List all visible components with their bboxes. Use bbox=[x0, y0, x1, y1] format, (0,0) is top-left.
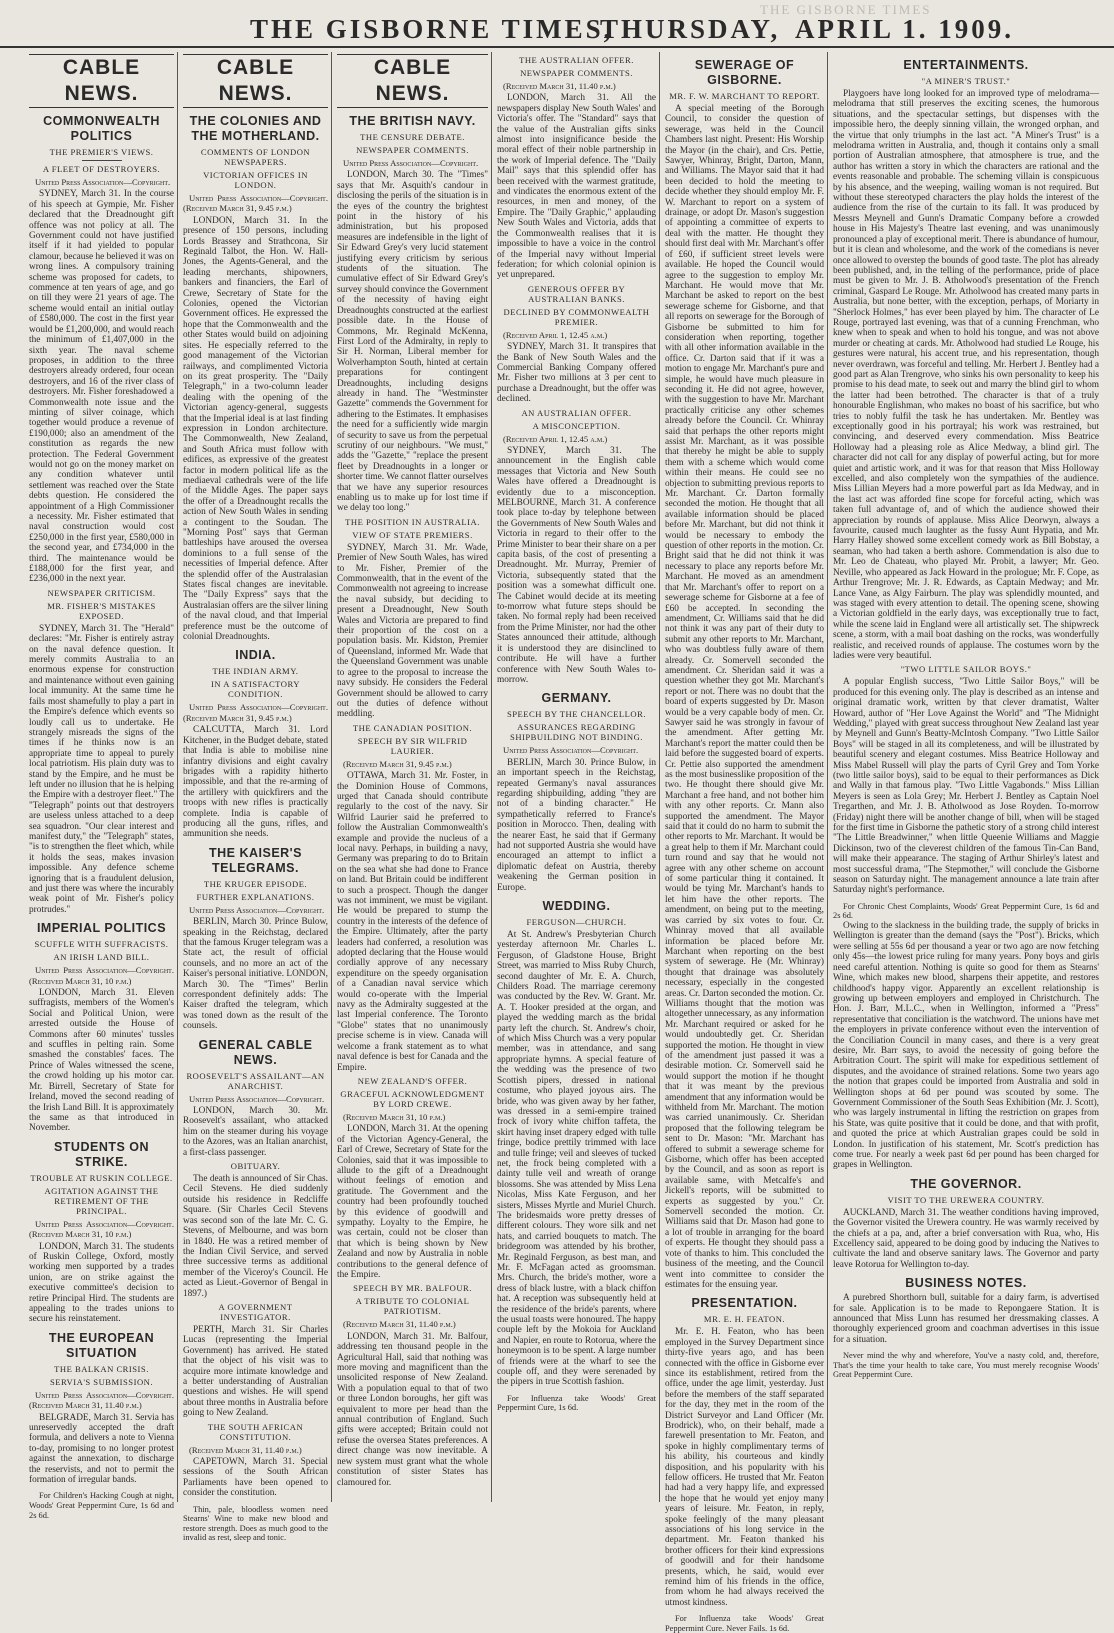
article-headline: PRESENTATION. bbox=[691, 1296, 798, 1311]
section-header-sewerage: SEWERAGE OF GISBORNE. bbox=[694, 58, 795, 87]
article-body: SYDNEY, March 31. It transpires that the Bank of New South Wales and the Commercial Banking Company offered Mr. Fisher two millions at 3 per cent to purchase a Dreadnought, but the offer was declined. bbox=[497, 342, 656, 405]
press-credit: (Received March 31, 11.40 p.m.) bbox=[343, 1319, 456, 1330]
article-headline: INDIA. bbox=[235, 648, 276, 663]
article-body: BELGRADE, March 31. Servia has unreservedly accepted the draft formula, and delivers a note to Vienna to-day, promising to no longer protest against the annexation, to discharge the reservists, and not to permit the formation of irregular bands. bbox=[29, 1412, 174, 1486]
article-headline: THE POSITION IN AUSTRALIA. bbox=[345, 516, 480, 527]
column-1 bbox=[26, 52, 178, 1520]
article-headline: THE COLONIES AND THE MOTHERLAND. bbox=[189, 114, 322, 143]
press-credit: United Press Association—Copyright. bbox=[343, 158, 479, 168]
press-credit: (Received March 31, 11.40 p.m.) bbox=[503, 81, 616, 91]
column-2 bbox=[180, 52, 332, 1543]
article-subheadline: FERGUSON—CHURCH. bbox=[526, 917, 627, 927]
article-headline: GERMANY. bbox=[541, 691, 612, 706]
article-headline: THE SOUTH AFRICAN CONSTITUTION. bbox=[207, 1421, 304, 1442]
article-headline: STUDENTS ON STRIKE. bbox=[53, 1139, 150, 1169]
article-body: Owing to the slackness in the building trade, the supply of bricks in Wellington is greater than the demand (says the "Post"). Bricks, which were selling at 55s 6d per thousand a year or two ago are now fetching only 45s—the lowest price ruling for many years. Pony boys and girls need careful attention. Nothing is quite so good for them as Stearns' Wine, which makes new blood, sharpens their appetite, and restores childhood's happy vigor. Apparently an excellent relationship is growing up between employers and employed in Christchurch. The Hon. J. Barr, M.L.C., when in Wellington, informed a "Press" representative that conciliation is the watchword. The unions have met the employers in private conference without even the intervention of the Conciliation Council in many cases, and there is a very great desire, Mr. Barr says, to avoid the necessity of going before the Arbitration Court. The spirit will make for expeditious settlement of disputes, and the avoidance of strained relations. Some two years ago the notion that grapes could be imported from Australia and sold in Wellington shops at 6d per pound was scouted by some. The Government Commissioner of the South Seas Exhibition (Mr. J. Scott), who was largely instrumental in lifting the restriction on grapes from his State, was quite positive that it could be done, and that with profit, and quoted the price at which Australian grapes could be sold in London. In justification of his statement, Mr. Scott's prediction has come true. For nearly a week past 6d per pound has been charged for grapes in Wellington. bbox=[833, 921, 1099, 1171]
press-credit: United Press Association—Copyright. bbox=[189, 904, 325, 915]
advertisement: Thin, pale, bloodless women need Stearns' Wine to make new blood and restore strength. Does as much good to the invalid as rest, sleep and tonic. bbox=[183, 1504, 328, 1543]
article-subheadline: THE KRUGER EPISODE. bbox=[203, 878, 308, 889]
article-headline: NEW ZEALAND'S OFFER. bbox=[357, 1075, 468, 1086]
article-subheadline: THE BALKAN CRISIS. bbox=[54, 1363, 149, 1374]
newspaper-title: THE GISBORNE TIMES, bbox=[250, 14, 614, 44]
article-subheadline: NEWSPAPER COMMENTS. bbox=[520, 68, 633, 78]
article-headline: SPEECH BY MR. BALFOUR. bbox=[353, 1283, 472, 1294]
article-subheadline: SERVIA'S SUBMISSION. bbox=[49, 1376, 154, 1387]
article-headline: THE AUSTRALIAN OFFER. bbox=[519, 55, 634, 65]
press-credit: United Press Association—Copyright. bbox=[503, 745, 639, 756]
article-subheadline: SPEECH BY SIR WILFRID LAURIER. bbox=[357, 735, 468, 756]
masthead bbox=[0, 0, 1114, 48]
section-header-cable-news: CABLE NEWS. bbox=[183, 54, 328, 108]
article-body: OTTAWA, March 31. Mr. Foster, in the Dominion House of Commons, urged that Canada should contribute regularly to the cost of the navy. Sir Wilfrid Laurier said he preferred to follow the Australian Commonwealth's example and provide the nucleus of a local navy. Perhaps, in building a navy, Germany was preparing to do to Britain on the sea what she had done to France on land. But Britain could be indifferent to such a prospect. Though the danger was not imminent, we must be vigilant. He would be prepared to stump the country in the interests of the defence of the Empire. Ultimately, after the party leaders had conferred, a resolution was adopted declaring that the House would cordially approve of any necessary expenditure on the speedy organisation of a Canadian naval service which would co-operate with the Imperial navy as the Admiralty suggested at the last Imperial conference. The Toronto "Globe" states that no unanimously precise scheme is in view. Canada will welcome a frank statement as to what naval defence is best for Canada and the Empire. bbox=[337, 771, 488, 1073]
article-body: LONDON, March 31. The students of Ruskin College, Oxford, mostly working men supported by a trades union, are on strike against the executive committee's decision to retire Principal Hird. The students are appealing to the trades unions to secure his reinstatement. bbox=[29, 1241, 174, 1325]
column-4 bbox=[494, 52, 660, 1502]
press-credit: United Press Association—Copyright. (Received March 31, 11.40 p.m.) bbox=[29, 1389, 174, 1411]
press-credit: United Press Association—Copyright. (Received March 31, 9.45 p.m.) bbox=[183, 702, 328, 723]
article-body: At St. Andrew's Presbyterian Church yesterday afternoon Mr. Charles L. Ferguson, of Gladstone House, Bright Street, was married to Miss Ruby Church, second daughter of Mr. E. A. Church, Childers Road. The marriage ceremony was conducted by the Rev. W. Grant. Mr. A. T. Hooker presided at the organ, and played the wedding march as the bridal party left the church. St. Andrew's choir, of which Miss Church was a very popular member, was in attendance, and sang appropriate hymns. A special feature of the wedding was the presence of two Scottish pipers, dressed in national costume, who played joyous airs. The bride, who was given away by her father, was dressed in a semi-empire trained frock of ivory white chiffon taffeta, the skirt having inset drapery edged with tulle fringe, bodice prettily trimmed with lace and tulle fringe; veil and sleeves of tucked net, the frock being completed with a dainty tulle veil and wreath of orange blossoms. She was attended by Miss Lena Nicolas, Miss Kate Ferguson, and her sisters, Misses Myrtle and Muriel Church. The bridesmaids wore pretty dresses of different colours. They wore silk and net hats, and carried bouquets to match. The bridegroom was attended by his brother, Mr. Reginald Ferguson, as best man, and Mr. F. McFagan acted as groomsman. Mrs. Church, the bride's mother, wore a dress of black lustre, with a black chiffon hat. A reception was subsequently held at the residence of the bride's parents, where the usual toasts were honoured. The happy couple left by the Mokoia for Auckland and Napier, en route to Rotorua, where the honeymoon is to be spent. A large number of friends were at the wharf to see the couple off, and they were serenaded by the pipers in true Scottish fashion. bbox=[497, 930, 656, 1388]
article-headline: THE KAISER'S TELEGRAMS. bbox=[208, 845, 302, 875]
article-subheadline: ROOSEVELT'S ASSAILANT—AN ANARCHIST. bbox=[186, 1070, 325, 1091]
article-headline: NEWSPAPER CRITICISM. bbox=[47, 587, 156, 598]
advertisement: For Influenza take Woods' Great Peppermint Cure. Never Fails. 1s 6d. bbox=[665, 1614, 824, 1633]
article-body: LONDON, March 31. All the newspapers display New South Wales' and Victoria's offer. The "Standard" says that the value of the Australian gifts sinks almost into insignificance beside the moral effect of their noble partnership in the work of Imperial defence. The "Daily Mail" says that this splendid offer has been received with the warmest gratitude, and vindicates the enormous extent of the resources, in men and money, of the Empire. The "Daily Graphic," applauding New South Wales and Victoria, adds that the Commonwealth realises that it is impossible to have a voice in the control of the Imperial navy without Imperial federation; for which colonial opinion is yet unprepared. bbox=[497, 93, 656, 281]
article-body: SYDNEY, March 31. Mr. Wade, Premier of New South Wales, has wired to Mr. Fisher, Premier of the Commonwealth, that in the event of the Commonwealth not agreeing to increase the naval subsidy, but deciding to present a Dreadnought, New South Wales and Victoria are prepared to find their proportion of the cost on a population basis. Mr. Kidston, Premier of Queensland, informed Mr. Wade that the Queensland Government was unable to agree to the proposal to increase the navy subsidy. He considers the Federal Government should be allowed to carry out the duties of defence without meddling. bbox=[337, 542, 488, 720]
article-subheadline: SCUFFLE WITH SUFFRACISTS. bbox=[34, 939, 169, 950]
section-header-entertainments: ENTERTAINMENTS. bbox=[903, 58, 1029, 72]
article-subheadline: NEWSPAPER COMMENTS. bbox=[356, 145, 469, 155]
article-headline: GENERAL CABLE NEWS. bbox=[198, 1037, 313, 1067]
article-body: AUCKLAND, March 31. The weather conditions having improved, the Governor visited the Urewera country. He was warmly received by the chiefs at a pa, and, after a brief conversation with Rua, who, His Excellency said, appeared to be doing good by inducing the Natives to cultivate the land and observe sanitary laws. The Governor and party leave Rotorua for Wellington to-day. bbox=[833, 1207, 1099, 1270]
press-credit: (Received March 31, 11.40 p.m.) bbox=[189, 1444, 302, 1455]
press-credit: (Received March 31, 9.45 p.m.) bbox=[343, 758, 452, 769]
article-headline: THE CANADIAN POSITION. bbox=[352, 722, 473, 733]
press-credit: United Press Association—Copyright. (Received March 31, 10 p.m.) bbox=[29, 1218, 174, 1240]
article-subheadline: TROUBLE AT RUSKIN COLLEGE. bbox=[30, 1172, 173, 1183]
article-body: The death is announced of Sir Chas. Cecil Stevens. He died suddenly outside his residence in Redcliffe Square. (Sir Charles Cecil Stevens was second son of the late Mr. C. G. Stevens, of Melbourne, and was born in 1840. He was a retired member of the Indian Civil Service, and served three successive terms as additional member of the Viceroy's Council. He acted as Lieut.-Governor of Bengal in 1897.) bbox=[183, 1174, 328, 1299]
article-subheadline: THE INDIAN ARMY. bbox=[212, 666, 299, 677]
article-body: BERLIN, March 30. Prince Bulow, in an important speech in the Reichstag, repeated Germany's naval assurances regarding shipbuilding, adding "they are not of a binding character." He sympathetically referred to France's position in Morocco. Then, dealing with the nearer East, he said that if Germany had not supported Austria she would have encouraged an attempt to inflict a diplomatic defeat on Austria, thereby weakening the German position in Europe. bbox=[497, 757, 656, 893]
article-subheadline: FURTHER EXPLANATIONS. bbox=[196, 891, 315, 902]
column-5 bbox=[662, 52, 828, 1633]
press-credit: (Received March 31, 10 p.m.) bbox=[343, 1111, 446, 1122]
press-credit: (Received April 1, 12.45 a.m.) bbox=[503, 433, 608, 444]
advertisement: For Influenza take Woods' Great Peppermint Cure, 1s 6d. bbox=[497, 1393, 656, 1413]
press-credit: (Received April 1, 12.45 a.m.) bbox=[503, 329, 608, 340]
article-subheadline: SPEECH BY THE CHANCELLOR. bbox=[506, 709, 647, 720]
show-through-text: THE GISBORNE TIMES bbox=[760, 2, 932, 17]
article-body: BERLIN, March 30. Prince Bulow, speaking in the Reichstag, declared that the famous Kruger telegram was a State act, the result of official counsels, and no more an act of the Kaiser's personal initiative. LONDON, March 30. The "Times" Berlin correspondent definitely adds: The Kaiser drafted the telegram, which was toned down as the result of the counsels. bbox=[183, 917, 328, 1032]
article-subheadline: AGITATION AGAINST THE RETIREMENT OF THE PRINCIPAL. bbox=[44, 1185, 159, 1216]
article-body: LONDON, March 30. The "Times" says that Mr. Asquith's candour in disclosing the perils of the situation is in the eyes of the country the brightest point in the history of his administration, but his proposed measures are indefensible in the light of Sir Edward Grey's very lucid statement justifying every criticism by serious students of the situation. The cumulative effect of Sir Edward Grey's survey should convince the Government of the necessity of having eight Dreadnoughts constructed at the earliest possible date. In the House of Commons, Mr. Reginald McKenna, First Lord of the Admiralty, in reply to Sir H. Norman, Liberal member for Wolverhampton South, hinted at certain preparations for contingent Dreadnoughts, including designs already in hand. The "Westminster Gazette" commends the Government for adhering to the Estimates. It emphasises the need for a sufficiently wide margin of security to save us from the perpetual scrutiny of our neighbours. "We must," adds the "Gazette," "replace the present fleet by Dreadnoughts in a longer or shorter time. We cannot flatter ourselves that we have any superior resources enabling us to make up for lost time if we delay too long." bbox=[337, 170, 488, 514]
article-subheadline: COMMENTS OF LONDON NEWSPAPERS. bbox=[200, 147, 311, 167]
article-headline: THE GOVERNOR. bbox=[910, 1176, 1022, 1191]
article-subheadline: DECLINED BY COMMONWEALTH PREMIER. bbox=[503, 306, 650, 327]
article-headline: THE EUROPEAN SITUATION bbox=[48, 1330, 155, 1360]
section-header-cable-news: CABLE NEWS. bbox=[29, 54, 174, 108]
press-credit: United Press Association—Copyright. bbox=[35, 177, 171, 187]
article-body: SYDNEY, March 31. The announcement in the English cable messages that Victoria and New South Wales have offered a Dreadnought is evidently due to a misconception. MELBOURNE, March 31. A conference took place to-day by telephone between the Governments of New South Wales and Victoria in regard to their offer to the Prime Minister to bear their share on a per capita basis, of the cost of presenting a Dreadnought. Mr. Murray, Premier of Victoria, subsequently stated that the position was a somewhat difficult one. The Cabinet would decide at its meeting to-morrow what future steps should be taken. No formal reply had been received from the Prime Minister, nor had the other States announced their attitude, although it is understood they are disinclined to contribute. He will have a further conference with New South Wales to-morrow. bbox=[497, 445, 656, 685]
article-subheadline: AN IRISH LAND BILL. bbox=[53, 952, 150, 963]
article-headline: IMPERIAL POLITICS bbox=[36, 921, 167, 936]
article-headline: AN AUSTRALIAN OFFER. bbox=[521, 407, 632, 418]
advertisement: For Chronic Chest Complaints, Woods' Great Peppermint Cure, 1s 6d and 2s 6d. bbox=[833, 901, 1099, 921]
divider bbox=[82, 160, 122, 161]
article-body: Mr. E. H. Featon, who has been employed in the Survey Department since thirty-five years ago, and has been connected with the office in Gisborne ever since its establishment, retired from the office, under the age limit, yesterday. Just before the members of the staff separated for the day, they met in the room of the District Surveyor and Land Officer (Mr. Brodrick), who, on their behalf, made a farewell presentation to Mr. Featon, and spoke in highly complimentary terms of his ability, his courteous and kindly disposition, and his popularity with his fellow officers. He trusted that Mr. Featon had had a very happy life, and expressed the hope that he would yet enjoy many years of leisure. Mr. Featon, in reply, spoke feelingly of the many pleasant associations of his long service in the department. Mr. Featon thanked his brother officers for their kind expressions of goodwill and for their handsome presents, which, he said, would ever remind him of his friends in the office, from whom he had always received the utmost kindness. bbox=[665, 1327, 824, 1608]
article-body: PERTH, March 31. Sir Charles Lucas (representing the Imperial Government) has arrived. He stated that the object of his visit was to acquire more intimate knowledge and a better understanding of Australian questions and wishes. He will spend about three months in Australia before going to New Zealand. bbox=[183, 1324, 328, 1419]
article-body: LONDON, March 31. In the presence of 150 persons, including Lords Brassey and Strathcona, Sir Reginald Talbot, the Hon. W. Hall-Jones, the Agents-General, and the leading merchants, shipowners, bankers and financiers, the Earl of Crewe, Secretary of State for the Colonies, opened the Victorian Government offices. He expressed the hope that the Commonwealth and the other States would build on adjoining sites. He especially referred to the good management of the Victorian railways, and complimented Victoria on its great prosperity. The "Daily Telegraph," in a two-column leader dealing with the opening of the Victorian agency-general, suggests that the Imperial ideal is at last finding expression in London architecture. The Commonwealth, New Zealand, and South Africa must follow with edifices, as expressive of the greatest factor in modern political life as the mediaeval cathedrals were of the life of the Middle Ages. The paper says the offer of a Dreadnought recalls the action of New South Wales in sending a contingent to the Soudan. The "Morning Post" says that German battleships have aroused the oversea dominions to a full sense of the necessities of Imperial defence. After the splendid offer of the Australasian States fiscal changes are inevitable. The "Daily Express" says that the Australasian offers are the silver lining of the naval cloud, and that Imperial preference must be the outcome of colonial Dreadnoughts. bbox=[183, 215, 328, 643]
press-credit: United Press Association—Copyright. (Received March 31, 10 p.m.) bbox=[29, 965, 174, 986]
article-subheadline: VICTORIAN OFFICES IN LONDON. bbox=[203, 170, 308, 190]
press-credit: United Press Association—Copyright. (Received March 31, 9.45 p.m.) bbox=[183, 193, 328, 214]
article-subheadline: "TWO LITTLE SAILOR BOYS." bbox=[900, 664, 1032, 675]
article-subheadline: A FLEET OF DESTROYERS. bbox=[42, 164, 161, 174]
article-subheadline: THE PREMIER'S VIEWS. bbox=[49, 147, 154, 157]
article-body: A purebred Shorthorn bull, suitable for a dairy farm, is advertised for sale. Application is to be made to Repongaere Station. It is announced that Miss Lunn has resumed her dressmaking classes. A thoroughly experienced groom and coachman advertises in this issue for a situation. bbox=[833, 1293, 1099, 1345]
issue-date: APRIL 1. 1909. bbox=[795, 14, 1015, 44]
article-headline: COMMONWEALTH POLITICS bbox=[43, 114, 160, 143]
article-body: LONDON, March 31. Eleven suffragists, members of the Women's Social and Political Union, were arrested outside the House of Commons after 60 minutes' tussles and scuffles in pelting rain. Some smashed the constables' faces. The Prince of Wales witnessed the scene, the crowd holding up his motor car. Mr. Birrell, Secretary of State for Ireland, moved the second reading of the Irish Land Bill. It is approximately the same as that introduced in November. bbox=[29, 988, 174, 1134]
section-header-cable-news: CABLE NEWS. bbox=[337, 54, 488, 108]
article-subheadline: VIEW OF STATE PREMIERS. bbox=[352, 529, 473, 540]
issue-day: THURSDAY, bbox=[600, 14, 781, 44]
advertisement: For Children's Hacking Cough at night, Woods' Great Peppermint Cure, 1s 6d and 2s 6d. bbox=[29, 1491, 174, 1520]
article-headline: BUSINESS NOTES. bbox=[905, 1276, 1027, 1291]
article-subheadline: MR. E. H. FEATON. bbox=[703, 1314, 786, 1325]
article-headline: THE BRITISH NAVY. bbox=[349, 114, 476, 128]
article-headline: GENEROUS OFFER BY AUSTRALIAN BANKS. bbox=[527, 283, 626, 304]
article-body: CALCUTTA, March 31. Lord Kitchener, in the Budget debate, stated that India is able to mobilise nine infantry divisions and eight cavalry brigades with a rapidity hitherto impossible, and that the re-arming of the artillery with quickfirers and the troops with new rifles is practically complete. India is capable of producing all the guns, rifles, and ammunition she needs. bbox=[183, 725, 328, 840]
article-headline: OBITUARY. bbox=[230, 1161, 281, 1172]
article-subheadline: ASSURANCES REGARDING SHIPBUILDING NOT BINDING. bbox=[510, 722, 643, 743]
article-subheadline: THE CENSURE DEBATE. bbox=[360, 132, 465, 142]
press-credit: United Press Association—Copyright. bbox=[189, 1093, 325, 1104]
article-body: LONDON, March 31. At the opening of the Victorian Agency-General, the Earl of Crewe, Secretary of State for the Colonies, said that it was impossible to allude to the gift of a Dreadnought without feelings of emotion and gratitude. The Government and the country had been profoundly touched by this evidence of goodwill and sympathy. Loyalty to the Empire, he was certain, could not be closer than that which is being shown by New Zealand and now by Australia in noble contributions to the general defence of the Empire. bbox=[337, 1124, 488, 1280]
article-body: A special meeting of the Borough Council, to consider the question of sewerage, was held in the Council Chambers last night. Present: His Worship the Mayor (in the chair), and Crs. Pettie, Sawyer, Whinray, Bright, Darton, Mann, and Williams. The Mayor said that it had been decided to hold the meeting to decide whether they should employ Mr. F. W. Marchant to report on a system of drainage, or adopt Dr. Mason's suggestion of appointing a committee of experts to deal with the matter. He thought they should first deal with Mr. Marchant's offer of £60, if sufficient street levels were available. He hoped the Council would agree to the suggestion to employ Mr. Marchant. He would move that Mr. Marchant be asked to report on the best sewerage scheme for Gisborne, and that all reports on sewerage for the Borough of Gisborne be submitted to him for consideration when reporting, together with all other information available in the office. Cr. Darton said that if it was a motion to engage Mr. Marchant's pure and simple, he would have much pleasure in seconding it. He did not agree, however, with the suggestion to have Mr. Marchant practically criticise any other schemes already before the Council. Cr. Whinray said that perhaps the other reports might assist Mr. Marchant, as it was possible that thereby he might be able to supply them with a scheme which would come within their means. He could see no objection to submitting previous reports to Mr. Marchant. Cr. Darton formally seconded the motion. He thought that all available information should be placed before Mr. Marchant, but did not think it would be necessary to embody the question of other reports in the motion. Cr. Bright said that he did not think it was necessary to place any reports before Mr. Marchant. He moved as an amendment that Mr. Marchant's offer to report on a sewerage scheme for Gisborne at a fee of £60 be accepted. In seconding the amendment, Cr. Williams said that he did not think it was any part of their duty to submit any other reports to Mr. Marchant, who was doubtless fully aware of them already. Cr. Somervell seconded the amendment. Cr. Sheridan said it was a question whether they got Mr. Marchant's report or not. There was no doubt that the board of experts suggested by Dr. Mason would be a very capable body of men. Cr. Sawyer said he was strongly in favour of the amendment. After getting Mr. Marchant's report the matter could then be laid before the suggested board of experts. Cr. Pettie also supported the amendment as the most businesslike proposition of the two. He thought there should give Mr. Marchant a free hand, and not bother him with any other reports. Cr. Mann also supported the amendment. The Mayor said that it could do no harm to submit the other reports to Mr. Marchant. It would be a great help to them if Mr. Marchant could turn round and say that he would not agree with any other scheme on account of some particular thing it contained. It would be tying Mr. Marchant's hands to let him have the other reports. The amendment, on being put to the meeting, was carried by six votes to four. Cr. Whinray moved that all available information be placed before Mr. Marchant when reporting on the best system of sewerage. He (Mr. Whinray) thought that drainage was absolutely necessary, especially in the congested areas. Cr. Darton seconded the motion. Cr. Williams thought that the motion was altogether unnecessary, as any information Mr. Marchant required or asked for he would undoubtedly get. Cr. Sheridan supported the motion. He thought in view of the amendment just passed it was a desirable motion. Cr. Somervell said he would support the motion if he thought that it was meant by the previous amendment that any information would be withheld from Mr. Marchant. The motion was carried unanimously. Cr. Sheridan proposed that the following telegram be sent to Dr. Mason: "Mr. Marchant has offered to submit a sewerage scheme for Gisborne, which offer has been accepted by the Council, and as soon as report is available same, with Metcalfe's and Jickell's reports, will be submitted to experts as suggested by you." Cr. Somervell seconded the motion. Cr. Williams said that Dr. Mason had gone to a lot of trouble in arranging for the board of experts. He thought they should pass a vote of thanks to him. This concluded the business of the meeting, and the Council went into committee to consider the estimates for the ensuing year. bbox=[665, 104, 824, 1290]
article-subheadline: "A MINER'S TRUST." bbox=[921, 76, 1011, 86]
article-body: LONDON, March 30. Mr. Roosevelt's assailant, who attacked him on the steamer during his voyage to the Azores, was an Italian anarchist, a first-class passenger. bbox=[183, 1106, 328, 1158]
article-subheadline: A MISCONCEPTION. bbox=[532, 420, 621, 431]
article-body: A popular English success, "Two Little Sailor Boys," will be produced for this evening only. The play is described as an intense and original dramatic work, written by that clever dramatist, Walter Howard, author of "Her Love Against the World" and "The Midnight Wedding," played with great success throughout New Zealand last year by Meynell and Gunn's Beatty-McIntosh Company. "Two Little Sailor Boys" will be staged in all its completeness, and will be illustrated by beautiful scenery and elegant costumes. Miss Beatrice Holloway and Miss Mabel Russell will play the parts of Cyril Grey and Tom Yorke (two little sailor boys), said to be equal to their performances as Dick and Wally in that famous play. "Two Little Vagabonds." Miss Lillian Meyers is seen as Lola Grey; Mr. Herbert J. Bentley as Captain Noel Tregarthen, and Mr. J. B. Atholwood as Jose Royden. To-morrow (Friday) night there will be another change of bill, when will be staged for the first time in Gisborne the pathetic story of a strong child interest "The Little Breadwinner," when little Queenie Williams and Maggie Dickinson, two of the cleverest children of the famous Tin-Can Band, will make their appearance. The staging of Arthur Shirley's latest and most successful drama, "The Stepmother," will conclude the Gisborne season on Saturday night. The management announce a late train after Saturday night's performance. bbox=[833, 677, 1099, 896]
advertisement: Never mind the why and wherefore, You've a nasty cold, and, therefore, That's the time your health to take care, You must merely recognise Woods' Great Peppermint Cure. bbox=[833, 1351, 1099, 1380]
article-subheadline: MR. FISHER'S MISTAKES EXPOSED. bbox=[47, 600, 156, 621]
article-body: LONDON, March 31. Mr. Balfour, addressing ten thousand people in the Agricultural Hall, said that nothing was more moving and magnificent than the unsolicited response of New Zealand. With a population equal to that of two or three London boroughs, her gift was equivalent to more per head than the annual contribution of England. Such gifts were accepted; Britain could not refuse the oversea States preferences. A direct change was now inevitable. A new system must grant what the whole constitution of sister States has clamoured for. bbox=[337, 1331, 488, 1488]
article-subheadline: IN A SATISFACTORY CONDITION. bbox=[211, 679, 300, 700]
column-3 bbox=[334, 52, 492, 1502]
article-subheadline: MR. F. W. MARCHANT TO REPORT. bbox=[669, 91, 820, 101]
article-headline: WEDDING. bbox=[542, 899, 611, 913]
column-6 bbox=[830, 52, 1102, 1502]
article-body: Playgoers have long looked for an improved type of melodrama—melodrama that still preserves the exciting scenes, the humorous situations, and the spectacular settings, but dispenses with the impossible hero, the deeply sinning villain, the wronged orphan, and the virtue that only triumphs in the last act. "A Miner's Trust" is a melodrama written in Australia, and, though it contains only a small portion of Australian atmosphere, that atmosphere is true, and the author has written a story in which the characters are rational and the events reasonable and probable. The scheming villain is conspicuous by his absence, and the weeping, wailing woman is not required. But without these stereotyped characters the play holds the interest of the audience from the rise of the curtain to its fall. It was produced by Messrs Meynell and Gunn's Dramatic Company before a crowded house in His Majesty's Theatre last evening, and was unanimously pronounced a play of exceptional merit. There is abundance of humour, but it is clean and wholesome, and the work of the comedians is never once allowed to overstep the bounds of good taste. The plot has already been published, and, in the telling of the performance, pride of place must be given to Mr. J. B. Atholwood's presentation of the French criminal, Gaspard Le Rouge. Mr. Atholwood has created many parts in Australia, but none better, with the exception, perhaps, of Moriarty in "Sherlock Holmes," has ever been played by him. The character of Le Rouge, portrayed last evening, was that of a cunning Frenchman, who knew when to speak and when to hold his tongue, and was not above murder or cheating at cards. Mr. Atholwood had studied Le Rouge, his gestures were natural, his accent true, and his representation, though never overdrawn, was forceful and telling. Mr. Herbert J. Bentley had a good part as Alan Trengrove, who sinks his own personality to keep his promise to his dead mate, to seek out and marry the blind girl to whom the latter had been betrothed. The character is that of a truly honourable Englishman, who makes no boast of his sacrifice, but who tries to nobly fulfil the task he has undertaken. Mr. Bentley was exceptionally good in his portrayal; his work was restrained, but convincing, and deserved every commendation. Miss Beatrice Holloway had a pleasing role as Alice Medway, a blind girl. The character did not call for any display of powerful acting, but for more quiet and artistic work, and it was for that reason that Miss Holloway excelled, and also completely won the sympathies of the audience. Miss Lillian Meyers had a more powerful part as Ida Medway, and in the last act was afforded fine scope for forceful acting, which was taken full advantage of, and of which the audience showed their appreciation by rounds of applause. Miss Alice Deorwyn, always a favourite, caused much laughter as the fussy Aunt Hypatia, and Mr. Harry Halley showed some excellent comedy work as Bill Bobstay, a seaman, who had taken a berth ashore. Commendation is also due to Mr. Leo de Chateau, who played Mr. Probit, a lawyer; Mr. Geo. Neville, who appeared as Jack Howard in the prologue; Mr. F. Cope, as Arthur Trengrove; Mr. J. R. Edwards, as Captain Medway; and Mr. Lance Vane, as Algy Fairburn. The play was splendidly mounted, and was staged with every attention to detail. The opening scene, showing a Victorian goldfield in the early days, was exceptionally true to fact, while the scene laid in England were all artistically set. The shipwreck scene, a storm, with a mail boat dashing on the rocks, was wonderfully realistic, and received rounds of applause. The costumes worn by the ladies were very beautiful. bbox=[833, 89, 1100, 661]
article-subheadline: A TRIBUTE TO COLONIAL PATRIOTISM. bbox=[355, 1296, 470, 1317]
article-body: SYDNEY, March 31. The "Herald" declares: "Mr. Fisher is entirely astray on the naval defence question. It merely commits Australia to an enormous expense for construction and maintenance without even gaining local immunity. At the same time he fails most shamefully to play a part in the Empire's defence which events so loudly call us to undertake. He strangely misreads the signs of the times if he thinks now is an appropriate time to appeal to purely local patriotism. His plain duty was to stand by the Empire, and he must be left under no illusion that he is helping the Empire with a destroyer fleet." The "Telegraph" points out that destroyers are useless unless attached to a deep sea squadron. "Our clear interest and manifest duty," the "Telegraph" states, "is to strengthen the fleet which, while it holds the seas, makes invasion impossible. Any defence scheme ignoring that is a fraudulent delusion, and just there was where the incurably weak point of Mr. Fisher's policy protrudes." bbox=[29, 623, 174, 915]
article-subheadline: VISIT TO THE UREWERA COUNTRY. bbox=[887, 1194, 1045, 1205]
article-headline: A GOVERNMENT INVESTIGATOR. bbox=[218, 1301, 293, 1322]
article-body: CAPETOWN, March 31. Special sessions of the South African Parliaments have been opened to consider the constitution. bbox=[183, 1457, 328, 1499]
article-body: SYDNEY, March 31. In the course of his speech at Gympie, Mr. Fisher declared that the Dreadnought gift offence was not policy at all. The Government could not have justified itself if it had yielded to popular clamour, because he believed it was on wrong lines. A compulsory training scheme was proposed for cadets, to commence at ten years of age, and go on till they were 21 years of age. The scheme would entail an initial outlay of £580,000. The cost in the first year would be £1,200,000, and would reach the minimum of £1,407,000 in the sixth year. The naval scheme proposes, in addition to the three destroyers already ordered, four ocean destroyers, and 16 of the river class of destroyers. Mr. Fisher foreshadowed a Commonwealth note issue and the minting of silver coinage, which together would produce a revenue of £190,000; also an amendment of the constitution as regards the new protection. The Federal Government would not go on the money market on any condition whatever until settlement was reached over the State debts question. He considered the appointment of a High Commissioner a necessity. Mr. Fisher estimated that naval construction would cost £250,000 in the first year, £580,000 in the second year, and £734,000 in the third. The maintenance would be £188,000 for the first year, and £236,000 in the next year. bbox=[29, 189, 174, 585]
article-subheadline: GRACEFUL ACKNOWLEDGMENT BY LORD CREWE. bbox=[340, 1088, 485, 1109]
